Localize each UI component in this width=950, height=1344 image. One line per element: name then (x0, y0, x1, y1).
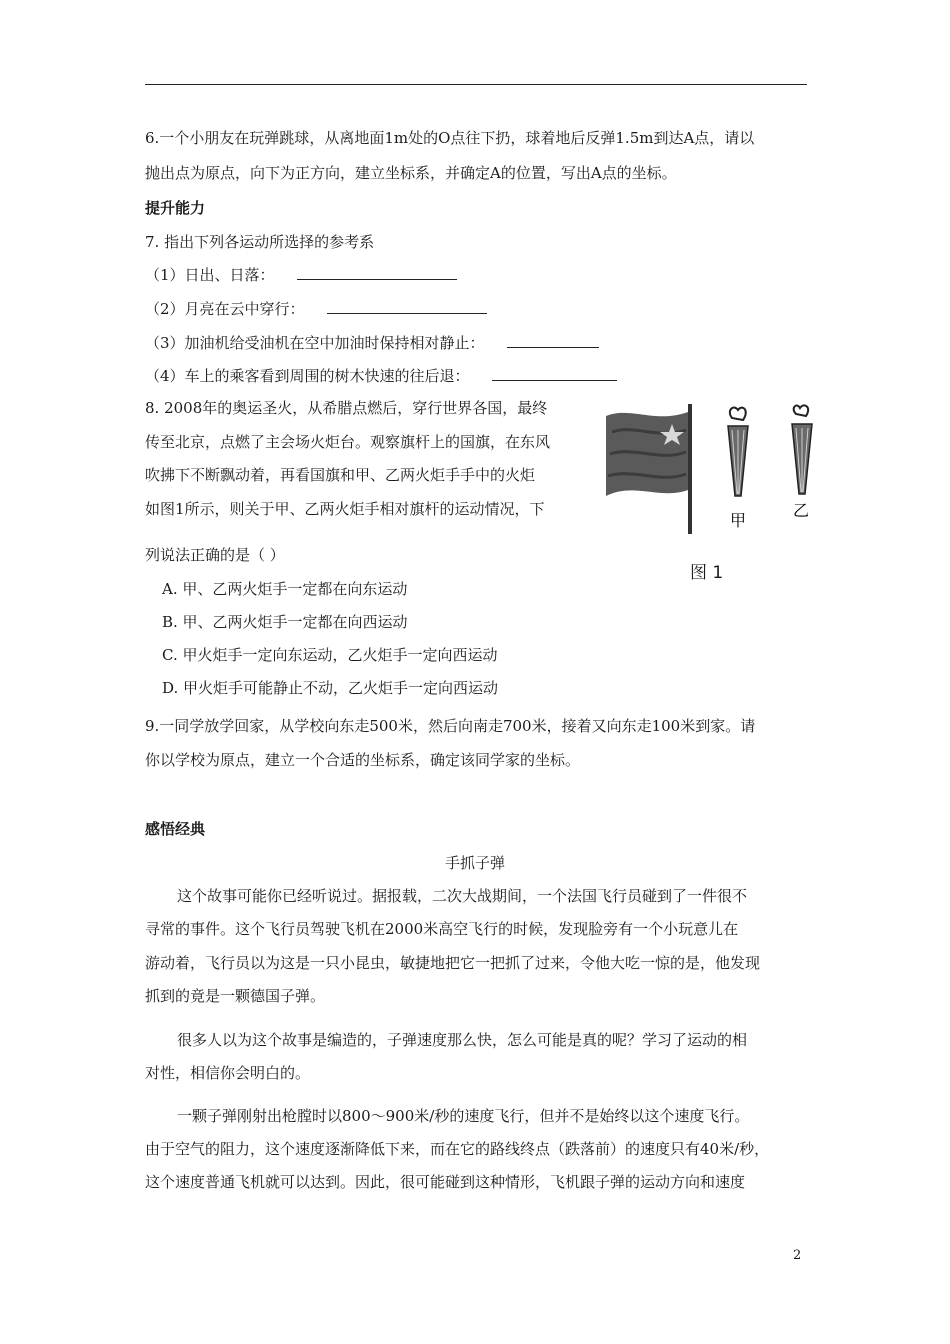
torch-flame-b-icon (794, 405, 809, 416)
q8-option-c: C. 甲火炬手一定向东运动，乙火炬手一定向西运动 (162, 646, 498, 664)
q6-line-1: 6.一个小朋友在玩弹跳球，从离地面1m处的O点往下扔，球着地后反弹1.5m到达A点，请以 (145, 129, 755, 147)
q7-stem: 7. 指出下列各运动所选择的参考系 (145, 233, 375, 251)
page-number: 2 (793, 1248, 802, 1263)
story-line: 这个故事可能你已经听说过。据报载，二次大战期间，一个法国飞行员碰到了一件很不 (177, 887, 748, 905)
q7-item-1 (145, 265, 457, 285)
q9-line-1: 9.一同学放学回家，从学校向东走500米，然后向南走700米，接着又向东走100米到家。请 (145, 717, 756, 735)
story-line: 对性，相信你会明白的。 (145, 1064, 311, 1082)
torch-label-a: 甲 (730, 511, 747, 530)
q8-option-b: B. 甲、乙两火炬手一定都在向西运动 (162, 613, 408, 631)
q8-line-1: 8. 2008年的奥运圣火，从希腊点燃后，穿行世界各国，最终 (145, 399, 548, 417)
torch-label-b: 乙 (793, 501, 810, 520)
q9-line-2: 你以学校为原点，建立一个合适的坐标系，确定该同学家的坐标。 (145, 751, 581, 769)
answer-blank[interactable] (327, 299, 487, 314)
q8-line-4: 如图1所示，则关于甲、乙两火炬手相对旗杆的运动情况，下 (145, 500, 545, 518)
q8-line-5: 列说法正确的是（ ） (145, 546, 285, 564)
q8-line-2: 传至北京，点燃了主会场火炬台。观察旗杆上的国旗，在东风 (145, 433, 551, 451)
story-line: 很多人以为这个故事是编造的，子弹速度那么快，怎么可能是真的呢？学习了运动的相 (177, 1031, 748, 1049)
flag-pole (688, 404, 692, 534)
section-heading-classic: 感悟经典 (145, 820, 206, 838)
torch-flame-a-icon (730, 408, 746, 420)
answer-blank[interactable] (492, 366, 617, 381)
q7-item-4 (145, 366, 617, 386)
q7-item-4-text: （4）车上的乘客看到周围的树木快速的往后退： (145, 367, 470, 385)
q8-line-3: 吹拂下不断飘动着，再看国旗和甲、乙两火炬手手中的火炬 (145, 466, 536, 484)
figure-caption: 图 1 (690, 563, 724, 583)
story-line: 由于空气的阻力，这个速度逐渐降低下来，而在它的路线终点（跌落前）的速度只有40米/秒， (145, 1140, 770, 1158)
story-line: 抓到的竟是一颗德国子弹。 (145, 987, 326, 1005)
flag-and-torches-illustration (600, 402, 825, 562)
story-title: 手抓子弹 (444, 854, 505, 872)
q7-item-2 (145, 299, 487, 319)
story-line: 寻常的事件。这个飞行员驾驶飞机在2000米高空飞行的时候，发现脸旁有一个小玩意儿在 (145, 920, 739, 938)
q7-item-3-text: （3）加油机给受油机在空中加油时保持相对静止： (145, 334, 485, 352)
q7-item-1-text: （1）日出、日落： (145, 266, 275, 284)
story-line: 这个速度普通飞机就可以达到。因此，很可能碰到这种情形，飞机跟子弹的运动方向和速度 (145, 1173, 746, 1191)
q8-option-d: D. 甲火炬手可能静止不动，乙火炬手一定向西运动 (162, 679, 499, 697)
q6-line-2: 抛出点为原点，向下为正方向，建立坐标系，并确定A的位置，写出A点的坐标。 (145, 164, 677, 182)
section-heading-improve: 提升能力 (145, 199, 206, 217)
q7-item-2-text: （2）月亮在云中穿行： (145, 300, 305, 318)
story-line: 一颗子弹刚射出枪膛时以800～900米/秒的速度飞行，但并不是始终以这个速度飞行。 (177, 1107, 750, 1125)
header-rule (145, 84, 807, 85)
answer-blank[interactable] (297, 265, 457, 280)
q7-item-3 (145, 333, 599, 353)
story-line: 游动着，飞行员以为这是一只小昆虫，敏捷地把它一把抓了过来，令他大吃一惊的是，他发现 (145, 954, 761, 972)
answer-blank[interactable] (507, 333, 599, 348)
q8-option-a: A. 甲、乙两火炬手一定都在向东运动 (162, 580, 408, 598)
